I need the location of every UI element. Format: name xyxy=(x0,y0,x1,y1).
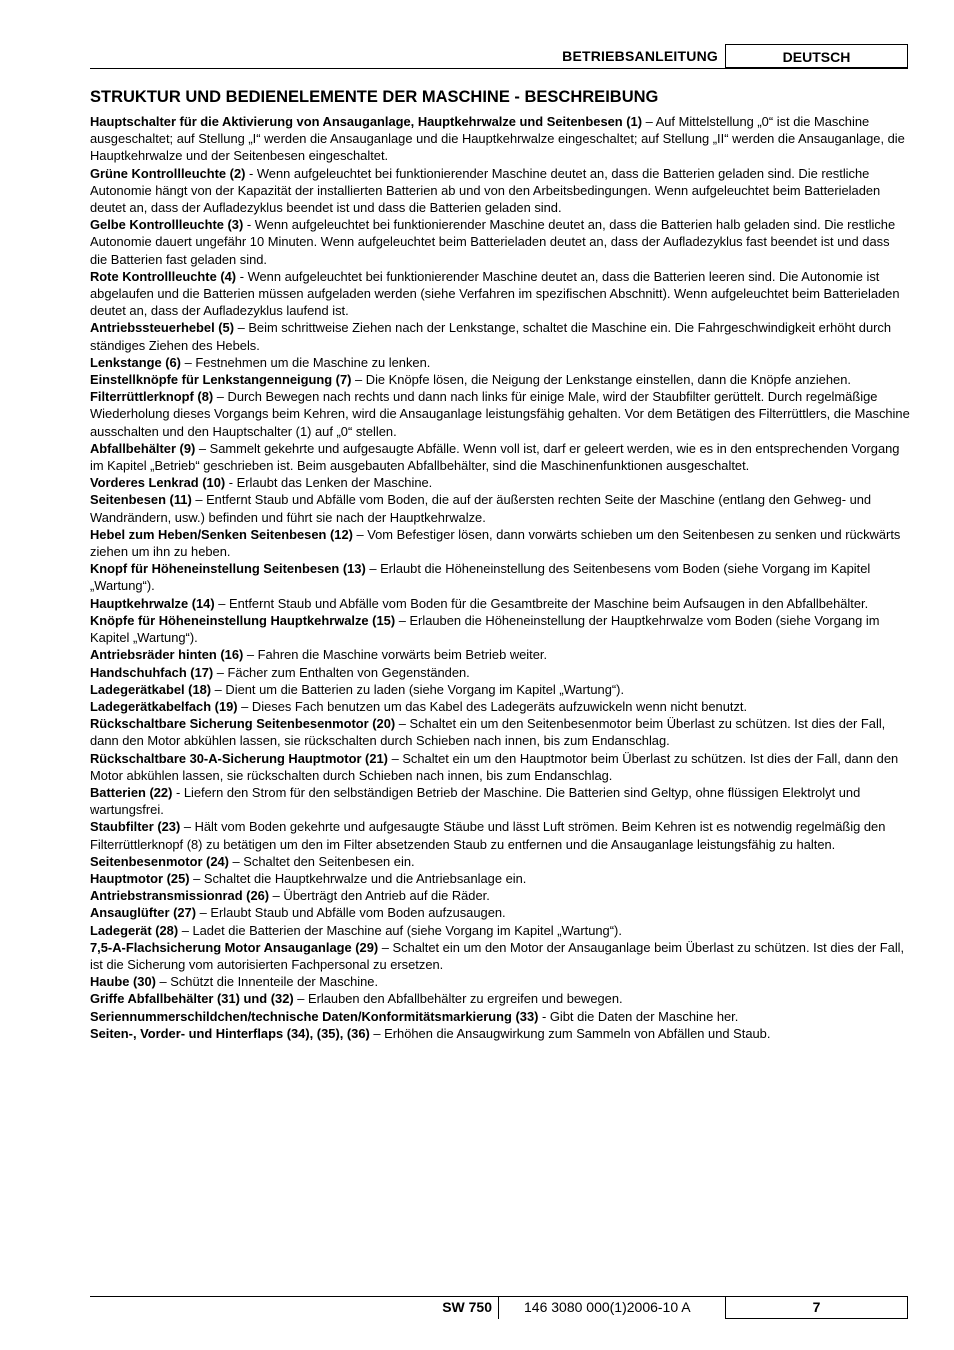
description-item xyxy=(90,681,910,698)
item-text: – Schaltet ein um den Seitenbesenmotor beim Überlast zu schützen. Ist dies der Fall, dann den Motor abkühlen lassen, sie rückschalten durch Schieben nach innen, bis zum Endanschlag. xyxy=(90,716,886,749)
description-item xyxy=(90,388,910,440)
description-item xyxy=(90,818,910,852)
item-term: Hauptkehrwalze (14) xyxy=(90,595,215,611)
description-item xyxy=(90,113,910,165)
item-text: – Schaltet die Hauptkehrwalze und die Antriebsanlage ein. xyxy=(189,870,527,886)
item-text: – Erlauben den Abfallbehälter zu ergreifen und bewegen. xyxy=(293,991,623,1007)
description-item xyxy=(90,922,910,939)
item-term: Hauptmotor (25) xyxy=(90,870,190,886)
item-term: Antriebsräder hinten (16) xyxy=(90,647,244,663)
item-text: – Dient um die Batterien zu laden (siehe Vorgang im Kapitel „Wartung“). xyxy=(211,681,625,697)
item-term: Grüne Kontrollleuchte (2) xyxy=(90,165,246,181)
description-item xyxy=(90,474,910,491)
item-text: – Schützt die Innenteile der Maschine. xyxy=(155,974,379,990)
item-term: 7,5-A-Flachsicherung Motor Ansauganlage (29) xyxy=(90,939,379,955)
item-term: Vorderes Lenkrad (10) xyxy=(90,475,226,491)
item-text: – Überträgt den Antrieb auf die Räder. xyxy=(269,888,490,904)
description-item xyxy=(90,1008,910,1025)
item-term: Staubfilter (23) xyxy=(90,819,181,835)
description-item xyxy=(90,560,910,594)
description-item xyxy=(90,319,910,353)
item-term: Antriebssteuerhebel (5) xyxy=(90,320,234,336)
description-item xyxy=(90,354,910,371)
description-item xyxy=(90,698,910,715)
description-item xyxy=(90,973,910,990)
item-term: Hauptschalter für die Aktivierung von Ansauganlage, Hauptkehrwalze und Seitenbesen (1) xyxy=(90,114,643,129)
item-text: – Erlaubt Staub und Abfälle vom Boden aufzusaugen. xyxy=(196,905,506,921)
item-text: - Wenn aufgeleuchtet bei funktionierender Maschine deutet an, dass die Batterien halb geladen sind. Die restliche Autonomie dauert ungefähr 10 Minuten. Wenn aufgeleuchtet beim Batterieladen deutet an, dass der Aufladezyklus fast beendet ist und dass die Batterien fast geladen sind. xyxy=(90,217,896,267)
item-text: – Hält vom Boden gekehrte und aufgesaugte Stäube und lässt Luft strömen. Beim Kehren ist es notwendig regelmäßig den Filterrüttlerknopf (8) zu betätigen um den im Filter absetzenden Staub zu entfernen und die Ansauganlage leistungsfähig zu halten. xyxy=(90,819,886,852)
description-item xyxy=(90,371,910,388)
description-item xyxy=(90,715,910,749)
item-text: – Sammelt gekehrte und aufgesaugte Abfälle. Wenn voll ist, darf er geleert werden, wie es in den entsprechenden Vorgang im Kapitel „Betrieb“ geschrieben ist. Beim ausgebauten Abfallbehälter, sind die Maschinenfunktionen ausgeschaltet. xyxy=(90,440,900,474)
item-term: Haube (30) xyxy=(90,974,156,990)
model-name: SW 750 xyxy=(442,1299,492,1315)
item-term: Hebel zum Heben/Senken Seitenbesen (12) xyxy=(90,526,353,542)
item-text: – Festnehmen um die Maschine zu lenken. xyxy=(180,354,431,370)
description-item xyxy=(90,595,910,612)
item-text: – Fahren die Maschine vorwärts beim Betrieb weiter. xyxy=(243,647,548,663)
description-item xyxy=(90,904,910,921)
item-term: Rückschaltbare Sicherung Seitenbesenmotor (20) xyxy=(90,716,396,732)
language-label: DEUTSCH xyxy=(725,44,908,68)
description-item xyxy=(90,216,910,268)
description-item xyxy=(90,853,910,870)
item-text: - Wenn aufgeleuchtet bei funktionierender Maschine deutet an, dass die Batterien geladen sind. Die restliche Autonomie hängt von der Kapazität der installierten Batterien ab und von den Arbeitsbedingungen. Wenn aufgeleuchtet beim Batterieladen deutet an, dass der Aufladezyklus beendet ist und dass die Batterien geladen sind. xyxy=(90,165,881,216)
page-number: 7 xyxy=(725,1297,908,1319)
item-text: – Fächer zum Enthalten von Gegenständen. xyxy=(213,664,470,680)
item-text: – Erlauben die Höheneinstellung der Hauptkehrwalze vom Boden (siehe Vorgang im Kapitel „Wartung“). xyxy=(90,612,880,646)
item-text: – Entfernt Staub und Abfälle vom Boden für die Gesamtbreite der Maschine beim Aufsaugen in den Abfallbehälter. xyxy=(214,595,869,611)
item-text: – Auf Mittelstellung „0“ ist die Maschine ausgeschaltet; auf Stellung „I“ werden die Ansauganlage und die Hauptkehrwalze eingeschaltet; auf Stellung „II“ werden die Ansauganlage, die Hauptkehrwalze und der Seitenbesen eingeschaltet. xyxy=(90,114,905,164)
description-item xyxy=(90,1025,910,1042)
item-text: – Durch Bewegen nach rechts und dann nach links für einige Male, wird der Staubfilter gerüttelt. Durch regelmäßige Wiederholung dieses Vorgangs beim Kehren, wird die Ansauganlage leistungsfähig gehalten. Vor dem Betätigen des Filterrüttlers, die Maschine ausschalten und den Hauptschalter (1) auf „0“ stellen. xyxy=(90,389,910,439)
item-text: – Erlaubt die Höheneinstellung des Seitenbesens vom Boden (siehe Vorgang im Kapitel „Wartung“). xyxy=(90,561,871,594)
item-term: Handschuhfach (17) xyxy=(90,664,214,680)
page-header xyxy=(90,44,908,69)
item-text: – Erhöhen die Ansaugwirkung zum Sammeln von Abfällen und Staub. xyxy=(369,1025,771,1041)
item-term: Ansauglüfter (27) xyxy=(90,905,197,921)
description-item xyxy=(90,750,910,784)
item-text: – Schaltet den Seitenbesen ein. xyxy=(228,853,415,869)
description-item xyxy=(90,165,910,217)
description-item xyxy=(90,887,910,904)
item-text: – Ladet die Batterien der Maschine auf (siehe Vorgang im Kapitel „Wartung“). xyxy=(178,922,622,938)
item-term: Rote Kontrollleuchte (4) xyxy=(90,268,237,284)
component-description-list xyxy=(90,113,910,1042)
item-term: Lenkstange (6) xyxy=(90,354,181,370)
description-item xyxy=(90,491,910,525)
item-text: – Entfernt Staub und Abfälle vom Boden, die auf der äußersten rechten Seite der Maschine (entlang den Gehweg- und Wandrändern, usw.) befinden und führt sie nach der Hauptkehrwalze. xyxy=(90,492,872,525)
item-term: Gelbe Kontrollleuchte (3) xyxy=(90,217,244,233)
item-text: – Schaltet ein um den Motor der Ansauganlage beim Überlast zu schützen. Ist dies der Fall, ist die Sicherung vom autorisierten Fachpersonal zu ersetzen. xyxy=(90,939,905,972)
description-item xyxy=(90,646,910,663)
item-term: Seitenbesen (11) xyxy=(90,492,192,508)
item-term: Seriennummerschildchen/technische Daten/Konformitätsmarkierung (33) xyxy=(90,1008,539,1024)
item-term: Griffe Abfallbehälter (31) und (32) xyxy=(90,991,294,1007)
item-term: Ladegerätkabelfach (19) xyxy=(90,698,238,714)
description-item xyxy=(90,990,910,1007)
manual-label: BETRIEBSANLEITUNG xyxy=(562,48,718,64)
item-term: Knöpfe für Höheneinstellung Hauptkehrwalze (15) xyxy=(90,612,396,628)
item-term: Knopf für Höheneinstellung Seitenbesen (13) xyxy=(90,561,366,577)
page-footer xyxy=(90,1296,908,1319)
description-item xyxy=(90,612,910,646)
description-item xyxy=(90,440,910,474)
description-item xyxy=(90,939,910,973)
description-item xyxy=(90,784,910,818)
section-title: STRUKTUR UND BEDIENELEMENTE DER MASCHINE - BESCHREIBUNG xyxy=(90,88,659,106)
footer-divider xyxy=(498,1297,499,1319)
item-term: Einstellknöpfe für Lenkstangenneigung (7) xyxy=(90,372,352,388)
item-text: - Erlaubt das Lenken der Maschine. xyxy=(225,475,433,491)
document-number: 146 3080 000(1)2006-10 A xyxy=(524,1299,691,1315)
item-term: Ladegerätkabel (18) xyxy=(90,681,212,697)
item-text: – Beim schrittweise Ziehen nach der Lenkstange, schaltet die Maschine ein. Die Fahrgeschwindigkeit erhöht durch ständiges Ziehen des Hebels. xyxy=(90,320,892,353)
item-term: Filterrüttlerknopf (8) xyxy=(90,389,214,405)
item-text: – Schaltet ein um den Hauptmotor beim Überlast zu schützen. Ist dies der Fall, dann den Motor abkühlen lassen, sie rückschalten durch Schieben nach innen, bis zum Endanschlag. xyxy=(90,750,899,783)
item-term: Batterien (22) xyxy=(90,784,173,800)
item-text: – Dieses Fach benutzen um das Kabel des Ladegeräts aufzuwickeln wenn nicht benutzt. xyxy=(237,698,748,714)
item-term: Seiten-, Vorder- und Hinterflaps (34), (35), (36) xyxy=(90,1025,370,1041)
item-text: - Wenn aufgeleuchtet bei funktionierender Maschine deutet an, dass die Batterien leeren sind. Die Autonomie ist abgelaufen und die Batterien müssen aufgeladen werden (siehe Verfahren im spezifischen Abschnitt). Wenn aufgeleuchtet beim Batterieladen deutet an, dass der Aufladezyklus laufend ist. xyxy=(90,268,900,319)
description-item xyxy=(90,526,910,560)
item-text: – Die Knöpfe lösen, die Neigung der Lenkstange einstellen, dann die Knöpfe anziehen. xyxy=(351,372,851,388)
description-item xyxy=(90,268,910,320)
item-text: - Gibt die Daten der Maschine her. xyxy=(538,1008,739,1024)
item-term: Rückschaltbare 30-A-Sicherung Hauptmotor (21) xyxy=(90,750,388,766)
item-term: Seitenbesenmotor (24) xyxy=(90,853,229,869)
item-term: Antriebstransmissionrad (26) xyxy=(90,888,270,904)
item-text: – Vom Befestiger lösen, dann vorwärts schieben um den Seitenbesen zu senken und rückwärts ziehen um ihn zu heben. xyxy=(90,526,901,560)
description-item xyxy=(90,664,910,681)
item-term: Ladegerät (28) xyxy=(90,922,179,938)
item-term: Abfallbehälter (9) xyxy=(90,440,196,456)
item-text: - Liefern den Strom für den selbständigen Betrieb der Maschine. Die Batterien sind Geltyp, ohne flüssigen Elektrolyt und wartungsfrei. xyxy=(90,784,861,818)
description-item xyxy=(90,870,910,887)
